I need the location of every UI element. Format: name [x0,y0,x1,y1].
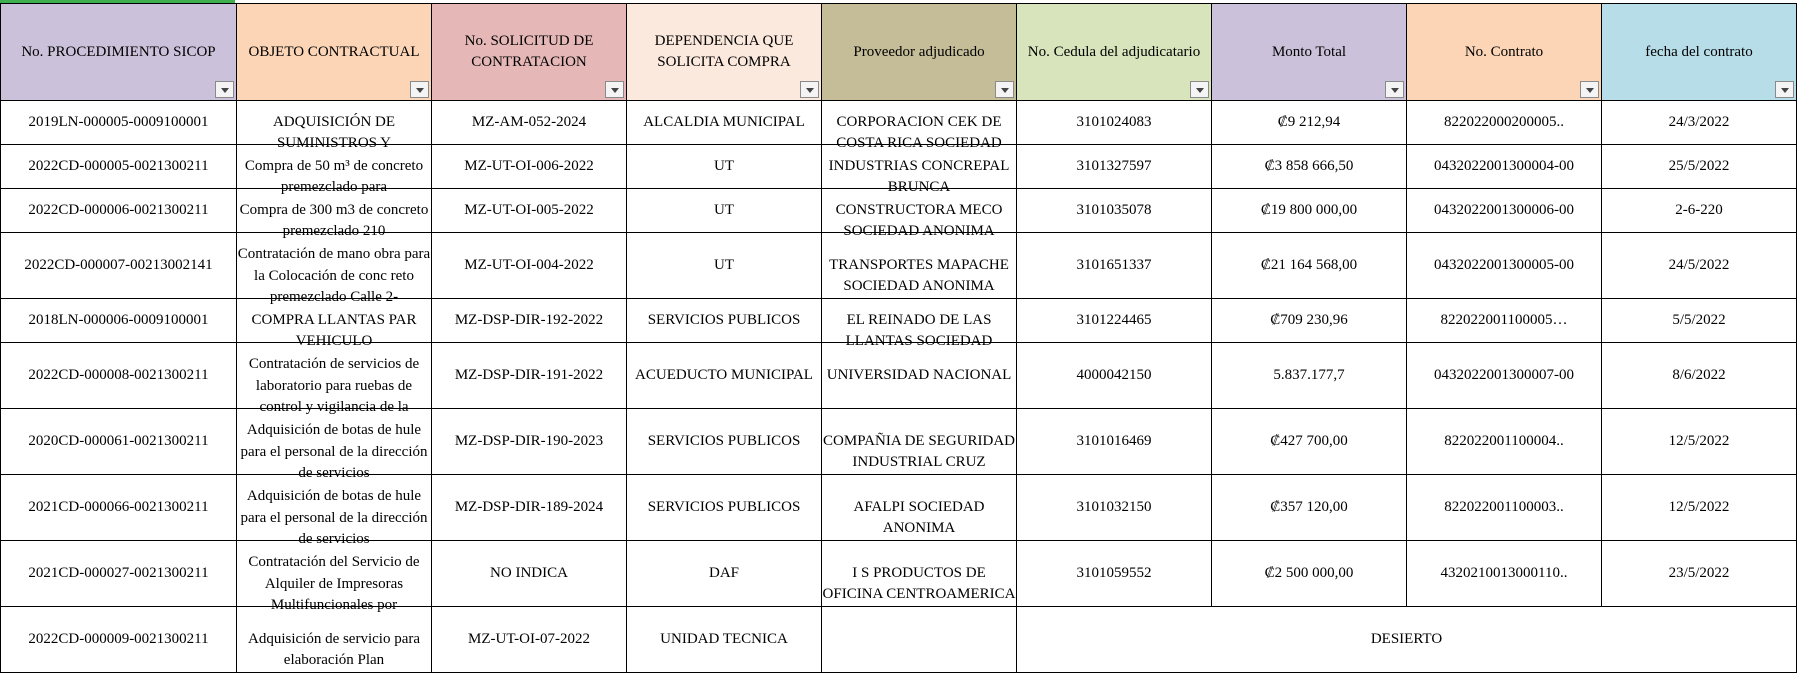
cell-desierto[interactable]: DESIERTO [1017,607,1797,673]
filter-dropdown-icon[interactable] [1775,81,1794,98]
cell-monto[interactable]: ₡2 500 000,00 [1212,541,1407,607]
cell-contrato[interactable]: 0432022001300006-00 [1407,189,1602,233]
cell-dependencia[interactable]: UNIDAD TECNICA [627,607,822,673]
cell-monto[interactable]: ₡709 230,96 [1212,299,1407,343]
header-procedimiento [1,4,237,101]
cell-solicitud[interactable]: MZ-UT-OI-006-2022 [432,145,627,189]
cell-contrato[interactable]: 822022001100004.. [1407,409,1602,475]
cell-dependencia[interactable]: UT [627,145,822,189]
cell-cedula[interactable]: 3101224465 [1017,299,1212,343]
cell-contrato[interactable]: 4320210013000110.. [1407,541,1602,607]
header-label: No. PROCEDIMIENTO SICOP [21,43,216,60]
cell-solicitud[interactable]: MZ-DSP-DIR-191-2022 [432,343,627,409]
header-label: OBJETO CONTRACTUAL [248,43,420,60]
cell-solicitud[interactable]: MZ-UT-OI-07-2022 [432,607,627,673]
cell-solicitud[interactable]: MZ-DSP-DIR-189-2024 [432,475,627,541]
cell-proveedor[interactable]: INDUSTRIAS CONCREPAL BRUNCA [822,145,1017,189]
cell-cedula[interactable]: 3101035078 [1017,189,1212,233]
cell-proveedor[interactable]: AFALPI SOCIEDAD ANONIMA [822,475,1017,541]
cell-cedula[interactable]: 3101327597 [1017,145,1212,189]
cell-objeto[interactable]: Adquisición de botas de hule para el personal de la dirección de servicios [237,409,432,475]
cell-procedimiento[interactable]: 2021CD-000027-0021300211 [1,541,237,607]
cell-monto[interactable]: ₡21 164 568,00 [1212,233,1407,299]
cell-solicitud[interactable]: MZ-DSP-DIR-192-2022 [432,299,627,343]
cell-cedula[interactable]: 3101032150 [1017,475,1212,541]
cell-objeto[interactable]: Adquisición de servicio para elaboración Plan [237,607,432,673]
cell-fecha[interactable]: 8/6/2022 [1602,343,1797,409]
header-label: Proveedor adjudicado [853,43,985,60]
cell-procedimiento[interactable]: 2022CD-000007-00213002141 [1,233,237,299]
header-monto [1212,4,1407,101]
header-label: No. Contrato [1464,43,1544,60]
cell-proveedor[interactable] [822,607,1017,673]
cell-contrato[interactable]: 822022000200005.. [1407,101,1602,145]
cell-contrato[interactable]: 0432022001300004-00 [1407,145,1602,189]
header-row [1,4,1797,101]
header-proveedor [822,4,1017,101]
cell-objeto[interactable]: ADQUISICIÓN DE SUMINISTROS Y [237,101,432,145]
table-row [1,541,1797,607]
cell-proveedor[interactable]: CORPORACION CEK DE COSTA RICA SOCIEDAD [822,101,1017,145]
header-label: Monto Total [1271,43,1347,60]
cell-dependencia[interactable]: UT [627,233,822,299]
header-label: DEPENDENCIA QUE SOLICITA COMPRA [654,33,794,70]
cell-solicitud[interactable]: MZ-AM-052-2024 [432,101,627,145]
header-contrato [1407,4,1602,101]
header-objeto [237,4,432,101]
cell-cedula[interactable]: 3101651337 [1017,233,1212,299]
cell-dependencia[interactable]: DAF [627,541,822,607]
cell-procedimiento[interactable]: 2021CD-000066-0021300211 [1,475,237,541]
header-cedula [1017,4,1212,101]
header-label: No. Cedula del adjudicatario [1027,43,1201,60]
cell-contrato[interactable]: 0432022001300005-00 [1407,233,1602,299]
cell-solicitud[interactable]: MZ-UT-OI-005-2022 [432,189,627,233]
table-row [1,607,1797,673]
filter-dropdown-icon[interactable] [800,81,819,98]
filter-dropdown-icon[interactable] [215,81,234,98]
header-label: No. SOLICITUD DE CONTRATACION [464,33,594,70]
header-label: fecha del contrato [1645,43,1753,60]
cell-procedimiento[interactable]: 2022CD-000009-0021300211 [1,607,237,673]
filter-dropdown-icon[interactable] [995,81,1014,98]
cell-procedimiento[interactable]: 2022CD-000008-0021300211 [1,343,237,409]
cell-monto[interactable]: ₡9 212,94 [1212,101,1407,145]
cell-cedula[interactable]: 3101016469 [1017,409,1212,475]
cell-fecha[interactable]: 23/5/2022 [1602,541,1797,607]
cell-dependencia[interactable]: ALCALDIA MUNICIPAL [627,101,822,145]
cell-objeto[interactable]: Contratación del Servicio de Alquiler de Impresoras Multifuncionales por [237,541,432,607]
cell-fecha[interactable]: 24/3/2022 [1602,101,1797,145]
contracts-table [0,3,1797,673]
cell-objeto[interactable]: Contratación de servicios de laboratorio para ruebas de control y vigilancia de la [237,343,432,409]
cell-procedimiento[interactable]: 2022CD-000005-0021300211 [1,145,237,189]
cell-fecha[interactable]: 12/5/2022 [1602,409,1797,475]
cell-contrato[interactable]: 0432022001300007-00 [1407,343,1602,409]
cell-fecha[interactable]: 25/5/2022 [1602,145,1797,189]
filter-dropdown-icon[interactable] [410,81,429,98]
filter-dropdown-icon[interactable] [1385,81,1404,98]
filter-dropdown-icon[interactable] [1580,81,1599,98]
cell-monto[interactable]: ₡427 700,00 [1212,409,1407,475]
cell-proveedor[interactable]: UNIVERSIDAD NACIONAL [822,343,1017,409]
header-dependencia [627,4,822,101]
cell-proveedor[interactable]: I S PRODUCTOS DE OFICINA CENTROAMERICA [822,541,1017,607]
cell-objeto[interactable]: Contratación de mano obra para la Colocación de conc reto premezclado Calle 2- [237,233,432,299]
cell-proveedor[interactable]: COMPAÑIA DE SEGURIDAD INDUSTRIAL CRUZ [822,409,1017,475]
cell-dependencia[interactable]: SERVICIOS PUBLICOS [627,409,822,475]
cell-fecha[interactable]: 12/5/2022 [1602,475,1797,541]
cell-procedimiento[interactable]: 2019LN-000005-0009100001 [1,101,237,145]
cell-contrato[interactable]: 822022001100005… [1407,299,1602,343]
cell-objeto[interactable]: COMPRA LLANTAS PAR VEHICULO [237,299,432,343]
filter-dropdown-icon[interactable] [605,81,624,98]
cell-dependencia[interactable]: UT [627,189,822,233]
cell-solicitud[interactable]: MZ-DSP-DIR-190-2023 [432,409,627,475]
cell-solicitud[interactable]: NO INDICA [432,541,627,607]
cell-fecha[interactable]: 24/5/2022 [1602,233,1797,299]
cell-objeto[interactable]: Adquisición de botas de hule para el personal de la dirección de servicios [237,475,432,541]
cell-monto[interactable]: 5.837.177,7 [1212,343,1407,409]
cell-procedimiento[interactable]: 2022CD-000006-0021300211 [1,189,237,233]
cell-solicitud[interactable]: MZ-UT-OI-004-2022 [432,233,627,299]
cell-proveedor[interactable]: TRANSPORTES MAPACHE SOCIEDAD ANONIMA [822,233,1017,299]
cell-fecha[interactable]: 5/5/2022 [1602,299,1797,343]
filter-dropdown-icon[interactable] [1190,81,1209,98]
cell-monto[interactable]: ₡357 120,00 [1212,475,1407,541]
cell-monto[interactable]: ₡3 858 666,50 [1212,145,1407,189]
cell-procedimiento[interactable]: 2018LN-000006-0009100001 [1,299,237,343]
table-row [1,101,1797,145]
cell-cedula[interactable]: 4000042150 [1017,343,1212,409]
cell-procedimiento[interactable]: 2020CD-000061-0021300211 [1,409,237,475]
header-solicitud [432,4,627,101]
header-fecha [1602,4,1797,101]
cell-monto[interactable]: ₡19 800 000,00 [1212,189,1407,233]
cell-proveedor[interactable]: CONSTRUCTORA MECO SOCIEDAD ANONIMA [822,189,1017,233]
cell-proveedor[interactable]: EL REINADO DE LAS LLANTAS SOCIEDAD [822,299,1017,343]
cell-dependencia[interactable]: SERVICIOS PUBLICOS [627,475,822,541]
cell-dependencia[interactable]: ACUEDUCTO MUNICIPAL [627,343,822,409]
cell-cedula[interactable]: 3101059552 [1017,541,1212,607]
cell-contrato[interactable]: 822022001100003.. [1407,475,1602,541]
cell-fecha[interactable]: 2-6-220 [1602,189,1797,233]
cell-cedula[interactable]: 3101024083 [1017,101,1212,145]
cell-dependencia[interactable]: SERVICIOS PUBLICOS [627,299,822,343]
cell-objeto[interactable]: Compra de 300 m3 de concreto premezclado 210 [237,189,432,233]
table-row [1,475,1797,541]
cell-objeto[interactable]: Compra de 50 m³ de concreto premezclado para [237,145,432,189]
